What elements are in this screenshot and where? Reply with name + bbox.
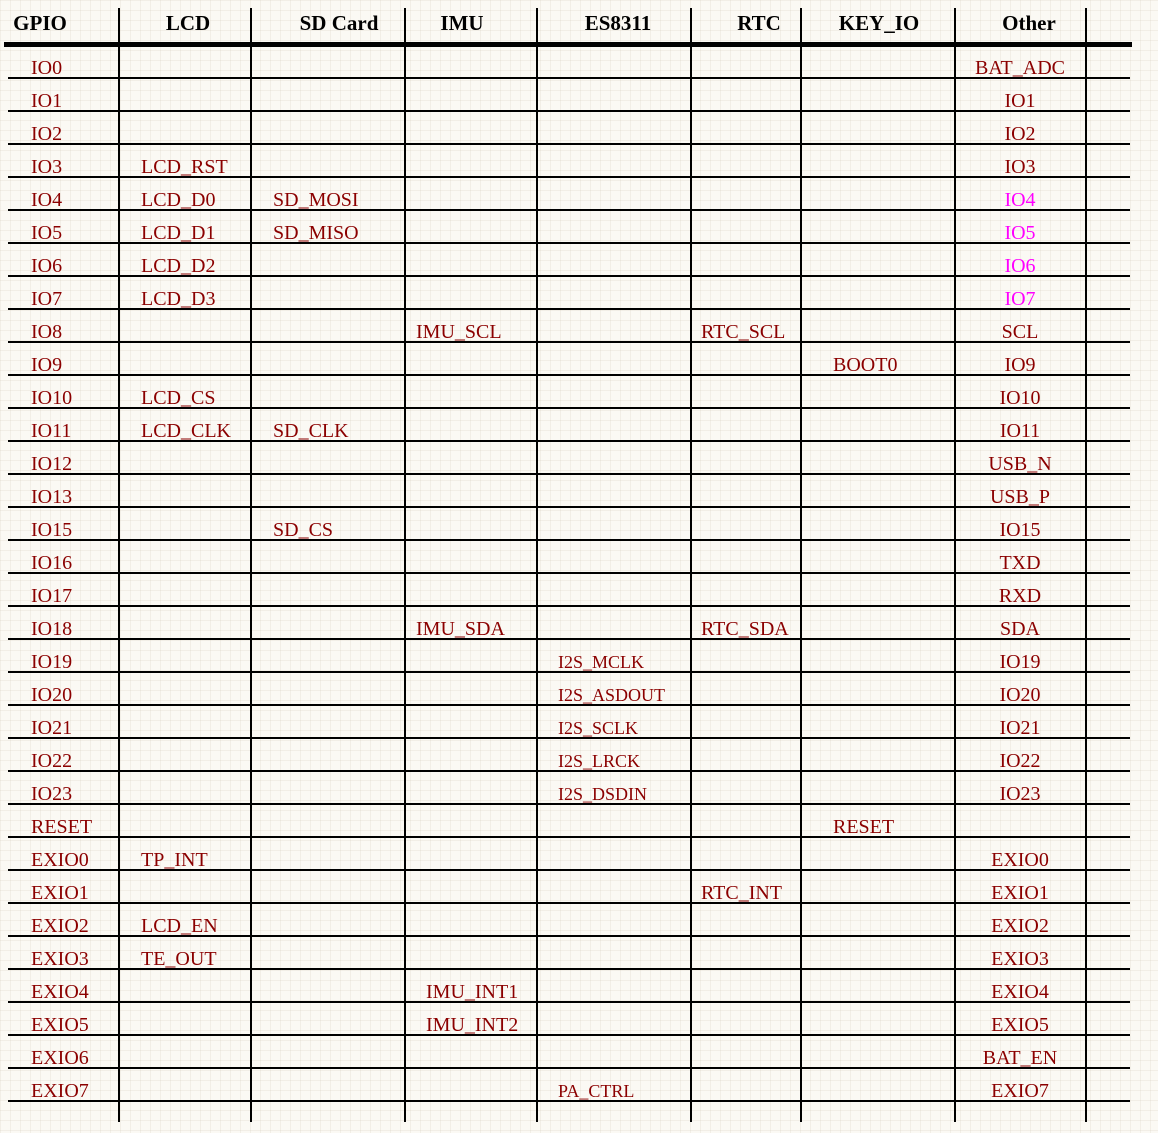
cell-gpio: IO16: [31, 552, 73, 574]
cell-other: IO6: [1004, 255, 1036, 277]
cell-other: USB_N: [988, 453, 1052, 475]
cell-rtc: RTC_INT: [701, 882, 783, 904]
cell-gpio: IO15: [31, 519, 73, 541]
cell-gpio: EXIO0: [31, 849, 89, 871]
cell-lcd: LCD_D1: [141, 222, 216, 244]
cell-other: IO1: [1004, 90, 1036, 112]
cell-other: IO20: [999, 684, 1041, 706]
cell-other: SCL: [1001, 321, 1039, 343]
cell-other: SDA: [999, 618, 1040, 640]
cell-gpio: IO17: [31, 585, 73, 607]
cell-other: IO9: [1004, 354, 1036, 376]
cell-es: PA_CTRL: [558, 1081, 635, 1101]
cell-lcd: LCD_CS: [141, 387, 216, 409]
cell-gpio: EXIO4: [31, 981, 89, 1003]
cell-rtc: RTC_SCL: [701, 321, 786, 343]
cell-imu: IMU_SCL: [416, 321, 502, 343]
cell-lcd: LCD_D3: [141, 288, 216, 310]
cell-other: IO23: [999, 783, 1041, 805]
cell-other: IO4: [1004, 189, 1036, 211]
cell-rtc: RTC_SDA: [701, 618, 789, 640]
cell-gpio: IO1: [31, 90, 63, 112]
cell-other: BAT_ADC: [974, 57, 1065, 79]
cell-gpio: IO9: [31, 354, 63, 376]
cell-sd: SD_MOSI: [273, 189, 359, 211]
cell-gpio: IO5: [31, 222, 63, 244]
cell-gpio: IO13: [31, 486, 73, 508]
cell-imu: IMU_SDA: [416, 618, 505, 640]
row-separator: [8, 836, 1130, 838]
cell-gpio: EXIO2: [31, 915, 89, 937]
cell-lcd: LCD_EN: [141, 915, 218, 937]
cell-gpio: IO10: [31, 387, 73, 409]
header-rule: [4, 42, 1132, 47]
cell-es: I2S_MCLK: [558, 652, 645, 672]
cell-other: IO22: [999, 750, 1041, 772]
header-gpio: GPIO: [13, 11, 67, 35]
cell-gpio: IO6: [31, 255, 63, 277]
cell-lcd: TP_INT: [141, 849, 208, 871]
cell-gpio: IO3: [31, 156, 63, 178]
cell-imu: IMU_INT1: [426, 981, 519, 1003]
header-lcd: LCD: [165, 11, 211, 35]
cell-other: IO19: [999, 651, 1041, 673]
cell-other: IO10: [999, 387, 1041, 409]
cell-other: EXIO4: [991, 981, 1049, 1003]
cell-sd: SD_MISO: [273, 222, 359, 244]
cell-other: IO15: [999, 519, 1041, 541]
cell-lcd: LCD_D0: [141, 189, 216, 211]
cell-lcd: LCD_RST: [141, 156, 228, 178]
cell-other: EXIO7: [991, 1080, 1049, 1102]
cell-es: I2S_ASDOUT: [558, 685, 666, 705]
cell-other: EXIO3: [991, 948, 1049, 970]
cell-es: I2S_DSDIN: [558, 784, 648, 804]
cell-imu: IMU_INT2: [426, 1014, 519, 1036]
cell-es: I2S_SCLK: [558, 718, 639, 738]
cell-other: IO5: [1004, 222, 1036, 244]
cell-lcd: LCD_D2: [141, 255, 216, 277]
cell-gpio: EXIO6: [31, 1047, 89, 1069]
cell-gpio: IO7: [31, 288, 63, 310]
cell-gpio: IO11: [31, 420, 72, 442]
header-es8311: ES8311: [584, 11, 652, 35]
cell-gpio: IO23: [31, 783, 73, 805]
cell-other: TXD: [999, 552, 1041, 574]
cell-gpio: IO8: [31, 321, 63, 343]
cell-other: EXIO2: [991, 915, 1049, 937]
cell-other: USB_P: [989, 486, 1051, 508]
cell-gpio: IO0: [31, 57, 63, 79]
header-other: Other: [1002, 11, 1056, 35]
cell-other: IO2: [1004, 123, 1036, 145]
cell-gpio: IO12: [31, 453, 73, 475]
cell-other: EXIO5: [991, 1014, 1049, 1036]
cell-other: RXD: [998, 585, 1042, 607]
cell-other: EXIO0: [991, 849, 1049, 871]
header-imu: IMU: [440, 11, 484, 35]
cell-gpio: IO18: [31, 618, 73, 640]
cell-other: EXIO1: [991, 882, 1049, 904]
cell-gpio: EXIO7: [31, 1080, 89, 1102]
cell-gpio: IO2: [31, 123, 63, 145]
cell-es: I2S_LRCK: [558, 751, 641, 771]
cell-gpio: IO4: [31, 189, 63, 211]
cell-gpio: IO21: [31, 717, 73, 739]
cell-other: IO11: [999, 420, 1041, 442]
header-rtc: RTC: [737, 11, 781, 35]
cell-other: IO21: [999, 717, 1041, 739]
cell-gpio: RESET: [31, 816, 93, 838]
cell-gpio: EXIO5: [31, 1014, 89, 1036]
cell-other: BAT_EN: [982, 1047, 1058, 1069]
cell-key: RESET: [833, 816, 895, 838]
cell-gpio: EXIO1: [31, 882, 89, 904]
cell-lcd: TE_OUT: [141, 948, 217, 970]
cell-key: BOOT0: [833, 354, 898, 376]
cell-other: IO7: [1004, 288, 1036, 310]
cell-gpio: EXIO3: [31, 948, 89, 970]
cell-sd: SD_CS: [273, 519, 334, 541]
cell-gpio: IO20: [31, 684, 73, 706]
header-sd-card: SD Card: [299, 11, 379, 35]
cell-lcd: LCD_CLK: [141, 420, 231, 442]
header-key-io: KEY_IO: [838, 11, 920, 35]
cell-other: IO3: [1004, 156, 1036, 178]
cell-gpio: IO22: [31, 750, 73, 772]
cell-sd: SD_CLK: [273, 420, 349, 442]
cell-gpio: IO19: [31, 651, 73, 673]
